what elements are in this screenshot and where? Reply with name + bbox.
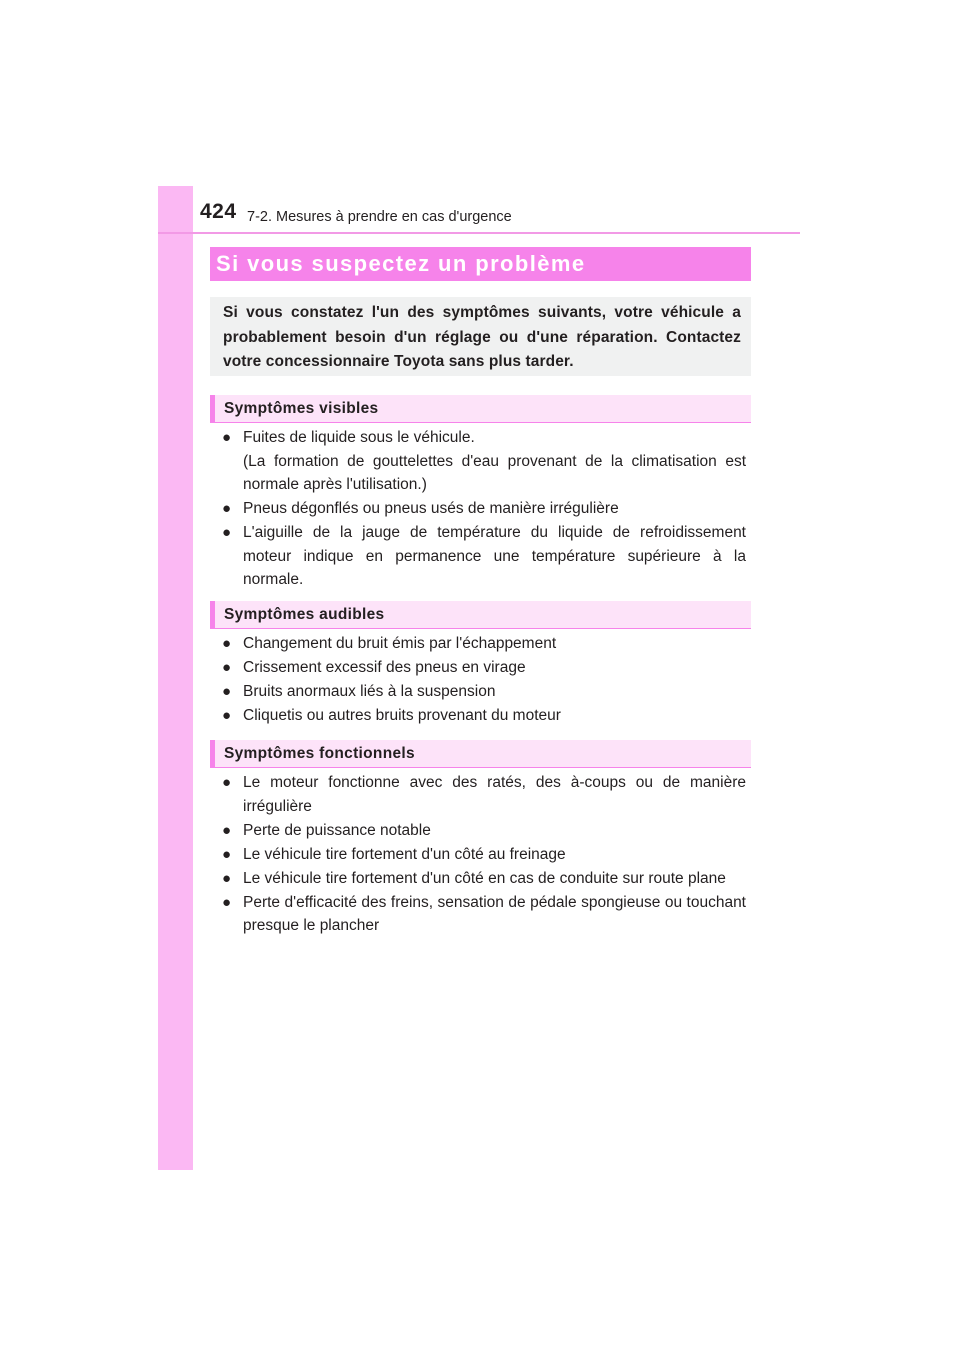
section-title: Si vous suspectez un problème: [216, 251, 586, 276]
list-item-text: Crissement excessif des pneus en virage: [243, 659, 526, 676]
subheading-label: Symptômes fonctionnels: [224, 744, 415, 762]
list-item: [222, 426, 746, 497]
list-item: [222, 771, 746, 818]
visible-symptoms-list: [222, 426, 746, 592]
subheading-audible-symptoms: [210, 601, 751, 629]
list-item-text: Fuites de liquide sous le véhicule. (La formation de gouttelettes d'eau provenant de la climatisation est normale après l'utilisation.): [243, 429, 746, 493]
list-item-text: Le véhicule tire fortement d'un côté en cas de conduite sur route plane: [243, 869, 726, 887]
intro-box: [210, 297, 751, 376]
bullet-icon: ●: [222, 659, 232, 676]
section-title-bar: [210, 247, 751, 281]
list-item: [222, 867, 746, 891]
list-item: [222, 704, 746, 728]
functional-symptoms-list: [222, 771, 746, 938]
list-item-text: L'aiguille de la jauge de température du liquide de refroidissement moteur indique en permanence une température supérieure à la normale.: [243, 524, 746, 588]
bullet-icon: ●: [222, 774, 232, 791]
chapter-tab-band: [158, 186, 193, 1170]
list-item: [222, 632, 746, 656]
subheading-label: Symptômes visibles: [224, 399, 379, 417]
list-item: [222, 656, 746, 680]
subheading-functional-symptoms: [210, 740, 751, 768]
bullet-icon: ●: [222, 524, 232, 541]
intro-text: Si vous constatez l'un des symptômes suivants, votre véhicule a probablement besoin d'un réglage ou d'une réparation. Contactez votre concessionnaire Toyota sans plus tarder.: [223, 304, 741, 370]
list-item: [222, 843, 746, 867]
audible-symptoms-list: [222, 632, 746, 728]
list-item: [222, 891, 746, 938]
list-item-text: Le moteur fonctionne avec des ratés, des à-coups ou de manière irrégulière: [243, 774, 746, 815]
page-number: 424: [200, 200, 237, 223]
subheading-visible-symptoms: [210, 395, 751, 423]
bullet-icon: ●: [222, 635, 232, 652]
list-item: [222, 497, 746, 521]
header-rule: [158, 232, 800, 234]
bullet-icon: ●: [222, 821, 232, 839]
bullet-icon: ●: [222, 707, 232, 724]
bullet-icon: ●: [222, 500, 232, 517]
bullet-icon: ●: [222, 893, 232, 911]
list-item: [222, 680, 746, 704]
bullet-icon: ●: [222, 429, 232, 446]
bullet-icon: ●: [222, 845, 232, 863]
list-item: [222, 521, 746, 592]
list-item-text: Changement du bruit émis par l'échappement: [243, 635, 557, 652]
subheading-label: Symptômes audibles: [224, 605, 385, 623]
list-item-text: Perte d'efficacité des freins, sensation de pédale spongieuse ou touchant presque le plancher: [243, 893, 746, 934]
bullet-icon: ●: [222, 869, 232, 887]
list-item-text: Le véhicule tire fortement d'un côté au freinage: [243, 845, 566, 863]
running-head: 7-2. Mesures à prendre en cas d'urgence: [247, 209, 512, 225]
list-item: [222, 819, 746, 843]
list-item-text: Perte de puissance notable: [243, 821, 431, 839]
bullet-icon: ●: [222, 683, 232, 700]
list-item-text: Bruits anormaux liés à la suspension: [243, 683, 496, 700]
list-item-text: Pneus dégonflés ou pneus usés de manière irrégulière: [243, 500, 619, 517]
list-item-text: Cliquetis ou autres bruits provenant du moteur: [243, 707, 561, 724]
